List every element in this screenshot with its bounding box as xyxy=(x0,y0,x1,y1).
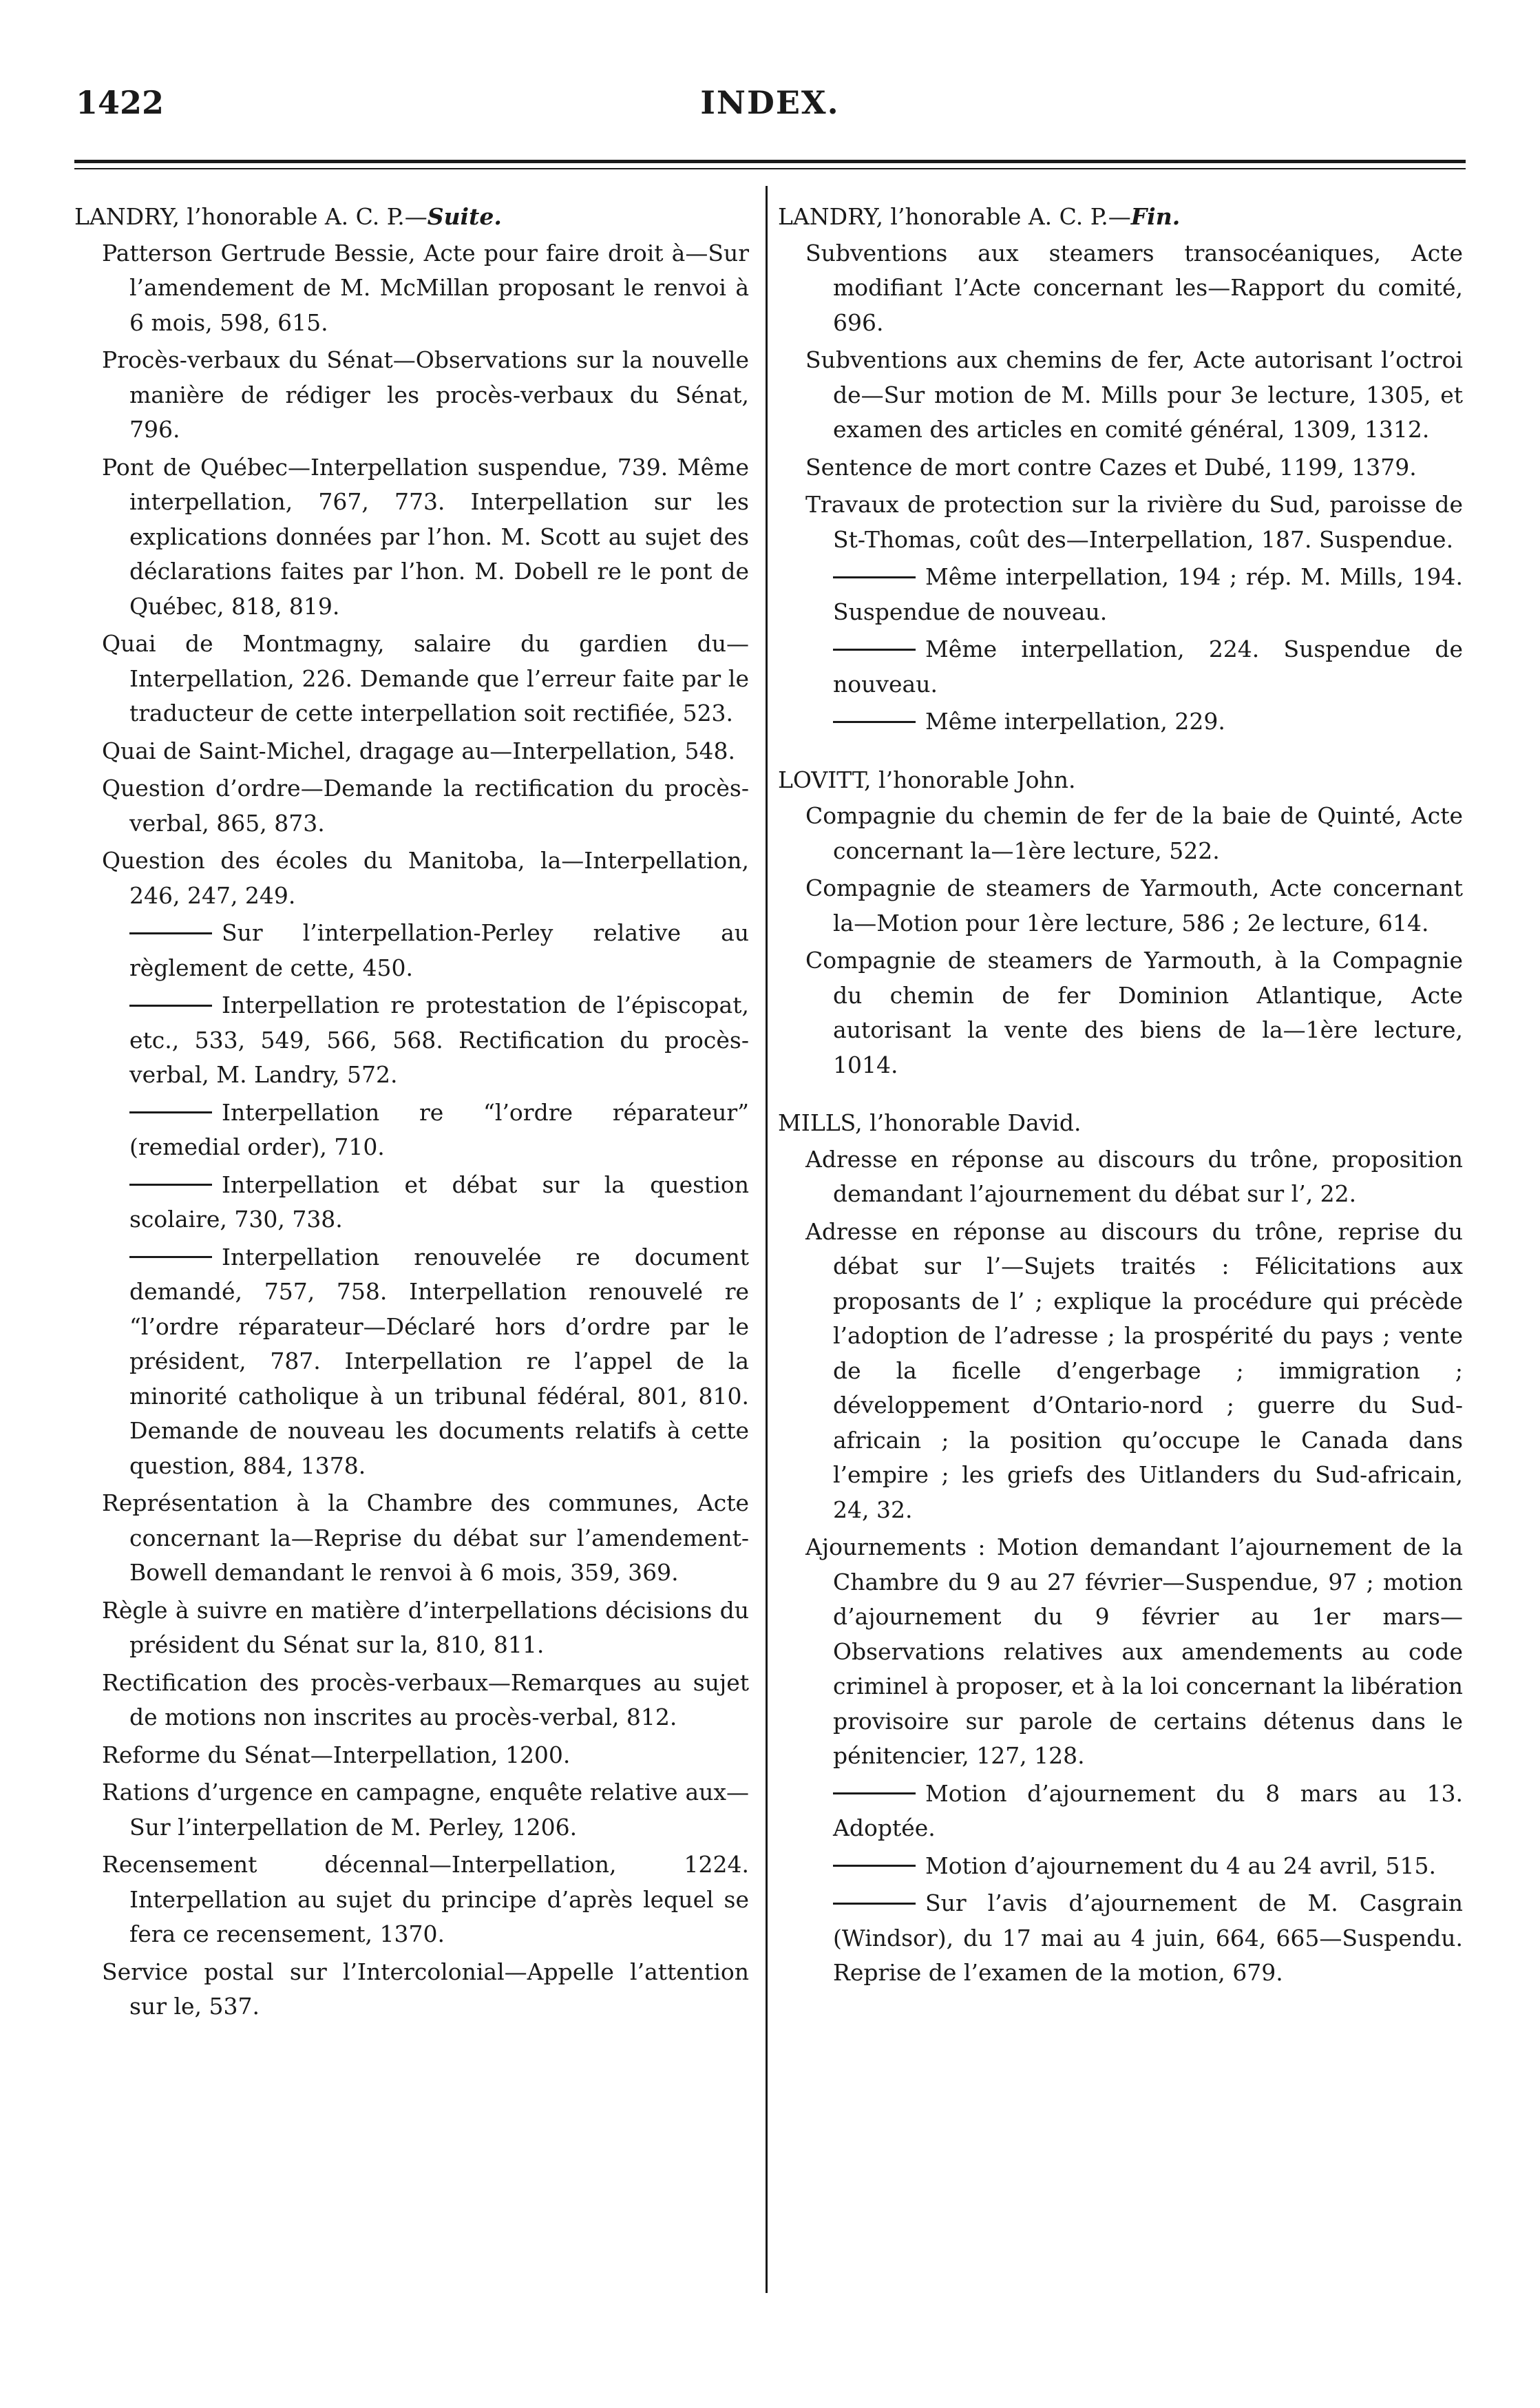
index-entry xyxy=(778,1215,1463,1528)
header-rule-thin xyxy=(74,168,1466,169)
index-entry xyxy=(74,1486,749,1591)
entry-text: Interpellation re “l’ordre réparateur” (remedial order), 710. xyxy=(129,1098,749,1160)
entry-text: Subventions aux chemins de fer, Acte autorisant l’octroi de—Sur motion de M. Mills pour 3e lecture, 1305, et examen des articles en comité général, 1309, 1312. xyxy=(805,346,1463,443)
heading-suffix: Suite. xyxy=(427,203,502,230)
entry-text: Compagnie de steamers de Yarmouth, Acte concernant la—Motion pour 1ère lecture, 586 ; 2e lecture, 614. xyxy=(805,875,1463,936)
section-heading xyxy=(74,200,749,235)
index-subentry xyxy=(778,1777,1463,1846)
entry-text: Service postal sur l’Intercolonial—Appelle l’attention sur le, 537. xyxy=(102,1958,749,2020)
entry-text: Même interpellation, 224. Suspendue de nouveau. xyxy=(833,636,1463,698)
entry-text: Interpellation re protestation de l’épiscopat, etc., 533, 549, 566, 568. Rectification du procès-verbal, M. Landry, 572. xyxy=(129,992,749,1088)
entry-text: Recensement décennal—Interpellation, 1224. Interpellation au sujet du principe d’après lequel se fera ce recensement, 1370. xyxy=(102,1851,749,1947)
index-entry xyxy=(74,771,749,841)
index-entry xyxy=(74,450,749,625)
index-entry xyxy=(778,343,1463,448)
ditto-dash xyxy=(129,1005,212,1007)
entry-text: Reforme du Sénat—Interpellation, 1200. xyxy=(102,1741,571,1768)
entry-text: Travaux de protection sur la rivière du Sud, paroisse de St-Thomas, coût des—Interpellation, 187. Suspendue. xyxy=(805,491,1463,553)
index-entry xyxy=(74,236,749,341)
left-column xyxy=(74,200,749,2027)
entry-text: Procès-verbaux du Sénat—Observations sur la nouvelle manière de rédiger les procès-verbaux du Sénat, 796. xyxy=(102,346,749,443)
index-subentry xyxy=(778,1849,1463,1884)
index-entry xyxy=(74,343,749,448)
index-subentry xyxy=(778,704,1463,740)
index-entry xyxy=(778,450,1463,485)
entry-text: Quai de Saint-Michel, dragage au—Interpellation, 548. xyxy=(102,737,735,764)
section-heading xyxy=(778,1106,1463,1141)
entry-text: Compagnie de steamers de Yarmouth, à la Compagnie du chemin de fer Dominion Atlantique, Acte autorisant la vente des biens de la—1ère lecture, 1014. xyxy=(805,947,1463,1078)
index-entry xyxy=(74,1666,749,1735)
heading-suffix: Fin. xyxy=(1130,203,1181,230)
entry-text: Sur l’avis d’ajournement de M. Casgrain (Windsor), du 17 mai au 4 juin, 664, 665—Suspendu. Reprise de l’examen de la motion, 679. xyxy=(833,1889,1463,1986)
heading-name: LANDRY, l’honorable A. C. P.— xyxy=(74,203,428,230)
entry-text: Patterson Gertrude Bessie, Acte pour faire droit à—Sur l’amendement de M. McMillan proposant le renvoi à 6 mois, 598, 615. xyxy=(102,239,749,336)
index-entry xyxy=(74,627,749,731)
index-entry xyxy=(74,734,749,769)
page-header xyxy=(76,77,1464,146)
index-entry xyxy=(778,488,1463,557)
index-subentry xyxy=(778,632,1463,702)
index-entry xyxy=(74,844,749,913)
index-entry xyxy=(74,1775,749,1845)
ditto-dash xyxy=(833,721,916,723)
ditto-dash xyxy=(833,1865,916,1867)
index-entry xyxy=(778,1142,1463,1212)
entry-text: Ajournements : Motion demandant l’ajournement de la Chambre du 9 au 27 février—Suspendue, 97 ; motion d’ajournement du 9 février au 1er mars—Observations relatives aux amendements au code criminel à proposer, et à la loi concernant la libération provisoire sur parole de certains détenus dans le pénitencier, 127, 128. xyxy=(805,1533,1463,1769)
entry-text: Compagnie du chemin de fer de la baie de Quinté, Acte concernant la—1ère lecture, 522. xyxy=(805,802,1463,864)
entry-text: Adresse en réponse au discours du trône, reprise du débat sur l’—Sujets traités : Félicitations aux proposants de l’ ; explique la procédure qui précède l’adoption de l’adresse ; la prospérité du pays ; vente de la ficelle d’engerbage ; immigration ; développement d’Ontario-nord ; guerre du Sud-africain ; la position qu’occupe le Canada dans l’empire ; les griefs des Uitlanders du Sud-africain, 24, 32. xyxy=(805,1217,1463,1523)
entry-text: Motion d’ajournement du 4 au 24 avril, 515. xyxy=(925,1852,1437,1879)
entry-text: Question d’ordre—Demande la rectification du procès-verbal, 865, 873. xyxy=(102,775,749,837)
index-entry xyxy=(74,1955,749,2024)
ditto-dash xyxy=(129,1111,212,1113)
index-entry xyxy=(778,943,1463,1082)
entry-text: Rations d’urgence en campagne, enquête relative aux—Sur l’interpellation de M. Perley, 1206. xyxy=(102,1779,749,1841)
entry-text: Même interpellation, 229. xyxy=(925,708,1225,735)
heading-name: LANDRY, l’honorable A. C. P.— xyxy=(778,203,1131,230)
entry-text: Sentence de mort contre Cazes et Dubé, 1199, 1379. xyxy=(805,453,1417,481)
index-subentry xyxy=(74,916,749,985)
ditto-dash xyxy=(129,1184,212,1186)
ditto-dash xyxy=(129,1256,212,1258)
section-heading xyxy=(778,763,1463,798)
page-title: INDEX. xyxy=(700,84,840,121)
entry-text: Interpellation et débat sur la question scolaire, 730, 738. xyxy=(129,1171,749,1233)
section-heading xyxy=(778,200,1463,235)
index-subentry xyxy=(74,1240,749,1484)
index-subentry xyxy=(778,1886,1463,1991)
entry-text: Rectification des procès-verbaux—Remarques au sujet de motions non inscrites au procès-verbal, 812. xyxy=(102,1668,749,1730)
right-column xyxy=(778,200,1463,1993)
entry-text: Même interpellation, 194 ; rép. M. Mills, 194. Suspendue de nouveau. xyxy=(833,563,1463,625)
entry-text: Motion d’ajournement du 8 mars au 13. Adoptée. xyxy=(833,1779,1463,1841)
ditto-dash xyxy=(833,649,916,651)
entry-text: Subventions aux steamers transocéaniques, Acte modifiant l’Acte concernant les—Rapport du comité, 696. xyxy=(805,239,1463,336)
index-entry xyxy=(778,236,1463,341)
index-entry xyxy=(74,1593,749,1663)
entry-text: Sur l’interpellation-Perley relative au règlement de cette, 450. xyxy=(129,919,749,981)
index-entry xyxy=(74,1847,749,1952)
index-subentry xyxy=(74,1096,749,1165)
ditto-dash xyxy=(833,1792,916,1794)
entry-text: Pont de Québec—Interpellation suspendue, 739. Même interpellation, 767, 773. Interpellation sur les explications données par l’hon. M. Scott au sujet des déclarations faites par l’hon. M. Dobell re le pont de Québec, 818, 819. xyxy=(102,453,749,620)
ditto-dash xyxy=(833,1903,916,1905)
section-gap xyxy=(778,742,1463,763)
column-divider xyxy=(766,186,768,2293)
ditto-dash xyxy=(129,932,212,934)
index-subentry xyxy=(778,560,1463,629)
entry-text: Quai de Montmagny, salaire du gardien du—Interpellation, 226. Demande que l’erreur faite par le traducteur de cette interpellation soit rectifiée, 523. xyxy=(102,630,749,726)
entry-text: Règle à suivre en matière d’interpellations décisions du président du Sénat sur la, 810, 811. xyxy=(102,1596,749,1658)
header-rule-thick xyxy=(74,160,1466,163)
entry-text: Adresse en réponse au discours du trône, proposition demandant l’ajournement du débat sur l’, 22. xyxy=(805,1145,1463,1207)
index-entry xyxy=(778,799,1463,868)
entry-text: Interpellation renouvelée re document demandé, 757, 758. Interpellation renouvelé re “l’ordre réparateur—Déclaré hors d’ordre par le président, 787. Interpellation re l’appel de la minorité catholique à un tribunal fédéral, 801, 810. Demande de nouveau les documents relatifs à cette question, 884, 1378. xyxy=(129,1243,749,1479)
ditto-dash xyxy=(833,576,916,578)
index-entry xyxy=(74,1738,749,1773)
index-subentry xyxy=(74,1168,749,1237)
index-subentry xyxy=(74,988,749,1093)
index-entry xyxy=(778,871,1463,941)
heading-name: LOVITT, l’honorable John. xyxy=(778,766,1076,793)
section-gap xyxy=(778,1085,1463,1106)
index-entry xyxy=(778,1530,1463,1774)
page-number: 1422 xyxy=(76,84,165,121)
entry-text: Représentation à la Chambre des communes, Acte concernant la—Reprise du débat sur l’amendement-Bowell demandant le renvoi à 6 mois, 359, 369. xyxy=(102,1489,749,1586)
entry-text: Question des écoles du Manitoba, la—Interpellation, 246, 247, 249. xyxy=(102,847,749,909)
heading-name: MILLS, l’honorable David. xyxy=(778,1109,1082,1136)
